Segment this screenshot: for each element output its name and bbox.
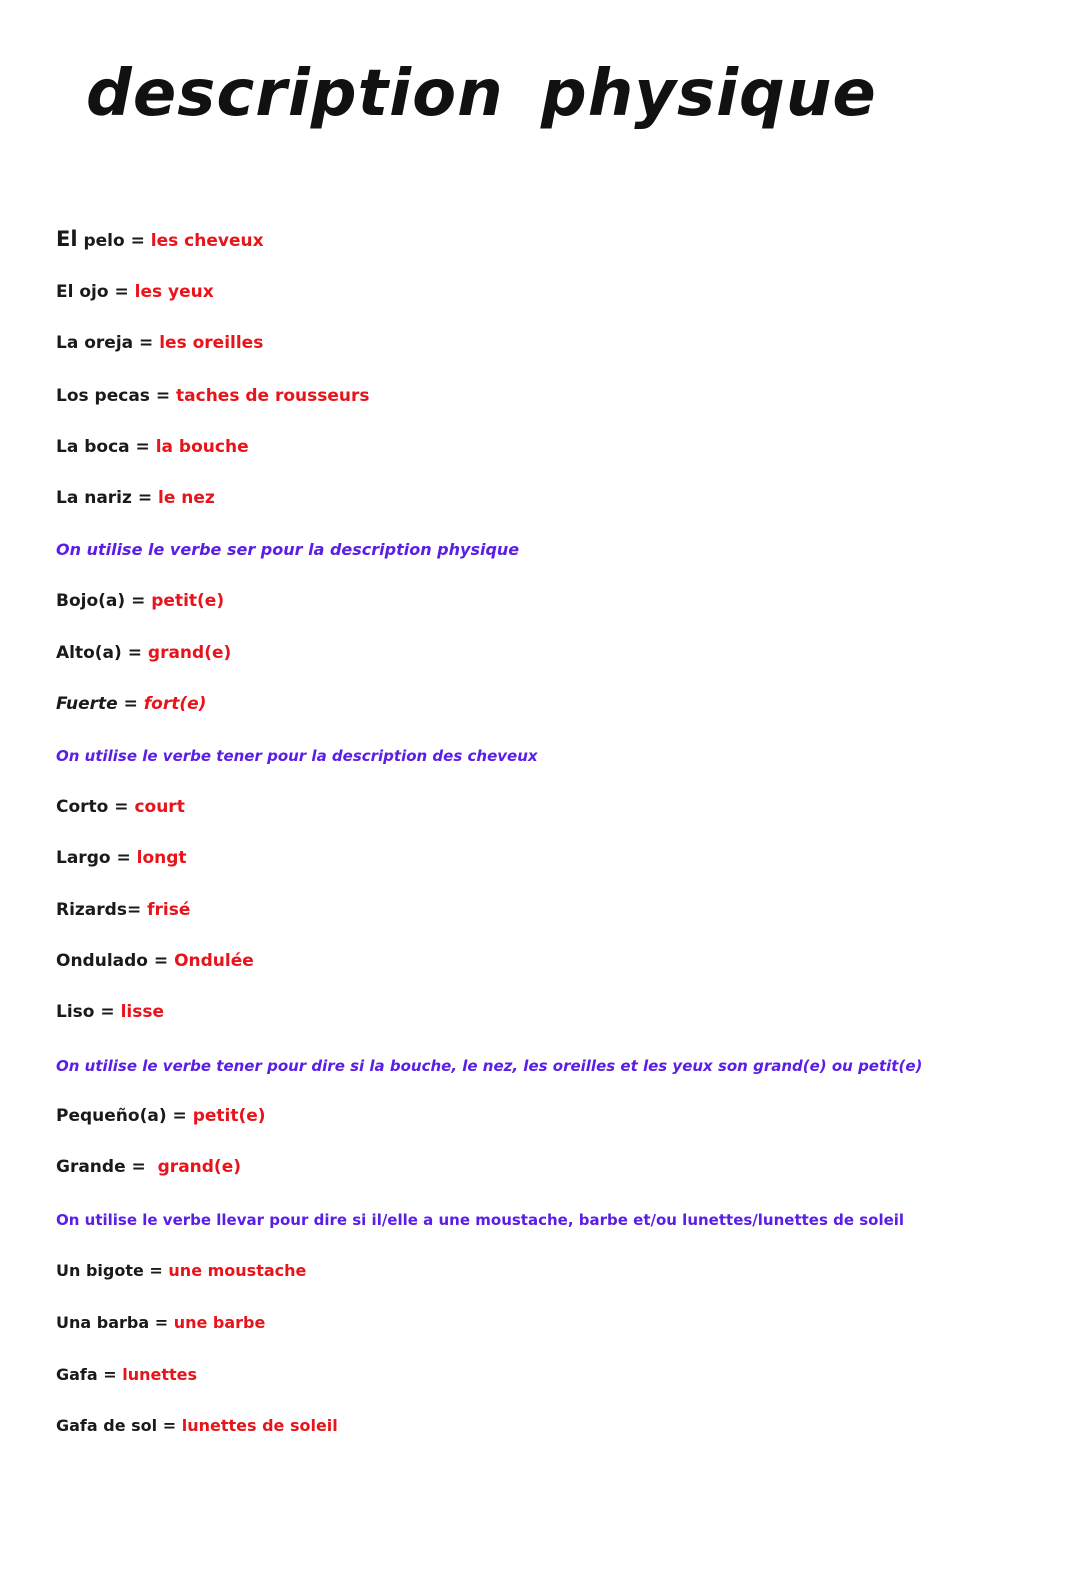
spanish-term: La oreja [56,333,134,353]
french-translation: taches de rousseurs [176,386,370,406]
vocab-row-pequeno [56,1105,266,1127]
equals-sign: = [114,282,129,302]
french-translation: une barbe [173,1313,266,1332]
vocab-row-ojo [56,281,214,303]
equals-sign: = [135,437,150,457]
french-translation: lunettes de soleil [181,1416,338,1435]
equals-sign: = [155,386,171,406]
note-tener-size: On utilise le verbe tener pour dire si la bouche, le nez, les oreilles et les yeux son grand(e) ou petit(e) [56,1057,923,1075]
vocab-row-liso [56,1001,164,1023]
french-translation: grand(e) [147,643,232,663]
french-translation: fort(e) [143,694,207,714]
vocab-row-gafa [56,1364,197,1386]
equals-sign: = [127,643,142,663]
french-translation: lunettes [122,1365,198,1384]
spanish-term: Grande [56,1157,126,1177]
equals-sign: = [139,333,154,353]
equals-sign: = [123,694,138,714]
spanish-term: Alto(a) [56,643,122,663]
equals-sign: = [153,951,169,971]
equals-sign: = [114,797,129,817]
spanish-term: Largo [56,848,111,868]
equals-sign: = [116,848,131,868]
spanish-term: Ondulado [56,951,148,971]
spanish-term: Liso [56,1002,95,1022]
vocab-row-bigote [56,1260,306,1282]
french-translation: Ondulée [174,951,254,971]
french-translation: les oreilles [159,333,264,353]
french-translation: longt [136,848,187,868]
spanish-term: Un bigote [56,1261,144,1280]
spanish-term: Los pecas [56,386,150,406]
french-translation: court [134,797,185,817]
note-tener-hair: On utilise le verbe tener pour la description des cheveux [56,747,538,765]
vocab-row-corto [56,796,185,818]
spanish-term: Corto [56,797,109,817]
spanish-term: La boca [56,437,130,457]
spanish-term: Fuerte [56,694,118,714]
french-translation: le nez [158,488,215,508]
french-translation: lisse [120,1002,164,1022]
equals-sign: = [154,1313,169,1332]
spanish-term: Gafa [56,1365,98,1384]
equals-sign: = [131,1157,146,1177]
equals-sign: = [100,1002,115,1022]
vocab-row-oreja [56,332,263,354]
spanish-term: Gafa de sol [56,1416,158,1435]
equals-sign: = [137,488,153,508]
spanish-term: pelo [83,231,125,251]
french-translation: frisé [147,900,191,920]
vocab-row-boca [56,436,249,458]
spanish-term: Bojo(a) [56,591,126,611]
equals-sign: = [172,1106,187,1126]
spanish-term: El ojo [56,282,109,302]
vocab-row-gafa-de-sol [56,1415,338,1437]
vocab-row-alto [56,642,231,664]
page-title: description physique [86,57,877,131]
equals-sign: = [131,591,146,611]
vocab-row-barba [56,1312,265,1334]
equals-sign: = [126,900,142,920]
spanish-term: Pequeño(a) [56,1106,167,1126]
french-translation: petit(e) [151,591,225,611]
vocab-row-grande [56,1156,241,1178]
french-translation: la bouche [155,437,249,457]
vocab-row-ondulado [56,950,254,972]
vocab-row-pecas [56,385,370,407]
vocab-row-bajo [56,590,224,612]
vocab-row-nariz [56,487,215,509]
french-translation: grand(e) [157,1157,242,1177]
note-llevar: On utilise le verbe llevar pour dire si il/elle a une moustache, barbe et/ou lunettes/lunettes de soleil [56,1211,905,1229]
french-translation: les yeux [134,282,214,302]
vocab-row-pelo [56,228,264,252]
equals-sign: = [103,1365,117,1384]
equals-sign: = [130,231,145,251]
spanish-term: La nariz [56,488,132,508]
equals-sign: = [162,1416,177,1435]
note-ser: On utilise le verbe ser pour la description physique [56,540,520,559]
french-translation: une moustache [168,1261,307,1280]
vocab-row-largo [56,847,187,869]
spanish-article: El [56,227,78,251]
spanish-term: Una barba [56,1313,150,1332]
french-translation: les cheveux [150,231,264,251]
vocab-row-rizado [56,899,190,921]
french-translation: petit(e) [192,1106,266,1126]
equals-sign: = [149,1261,163,1280]
vocab-row-fuerte [56,693,206,715]
spanish-term: Rizards [56,900,127,920]
